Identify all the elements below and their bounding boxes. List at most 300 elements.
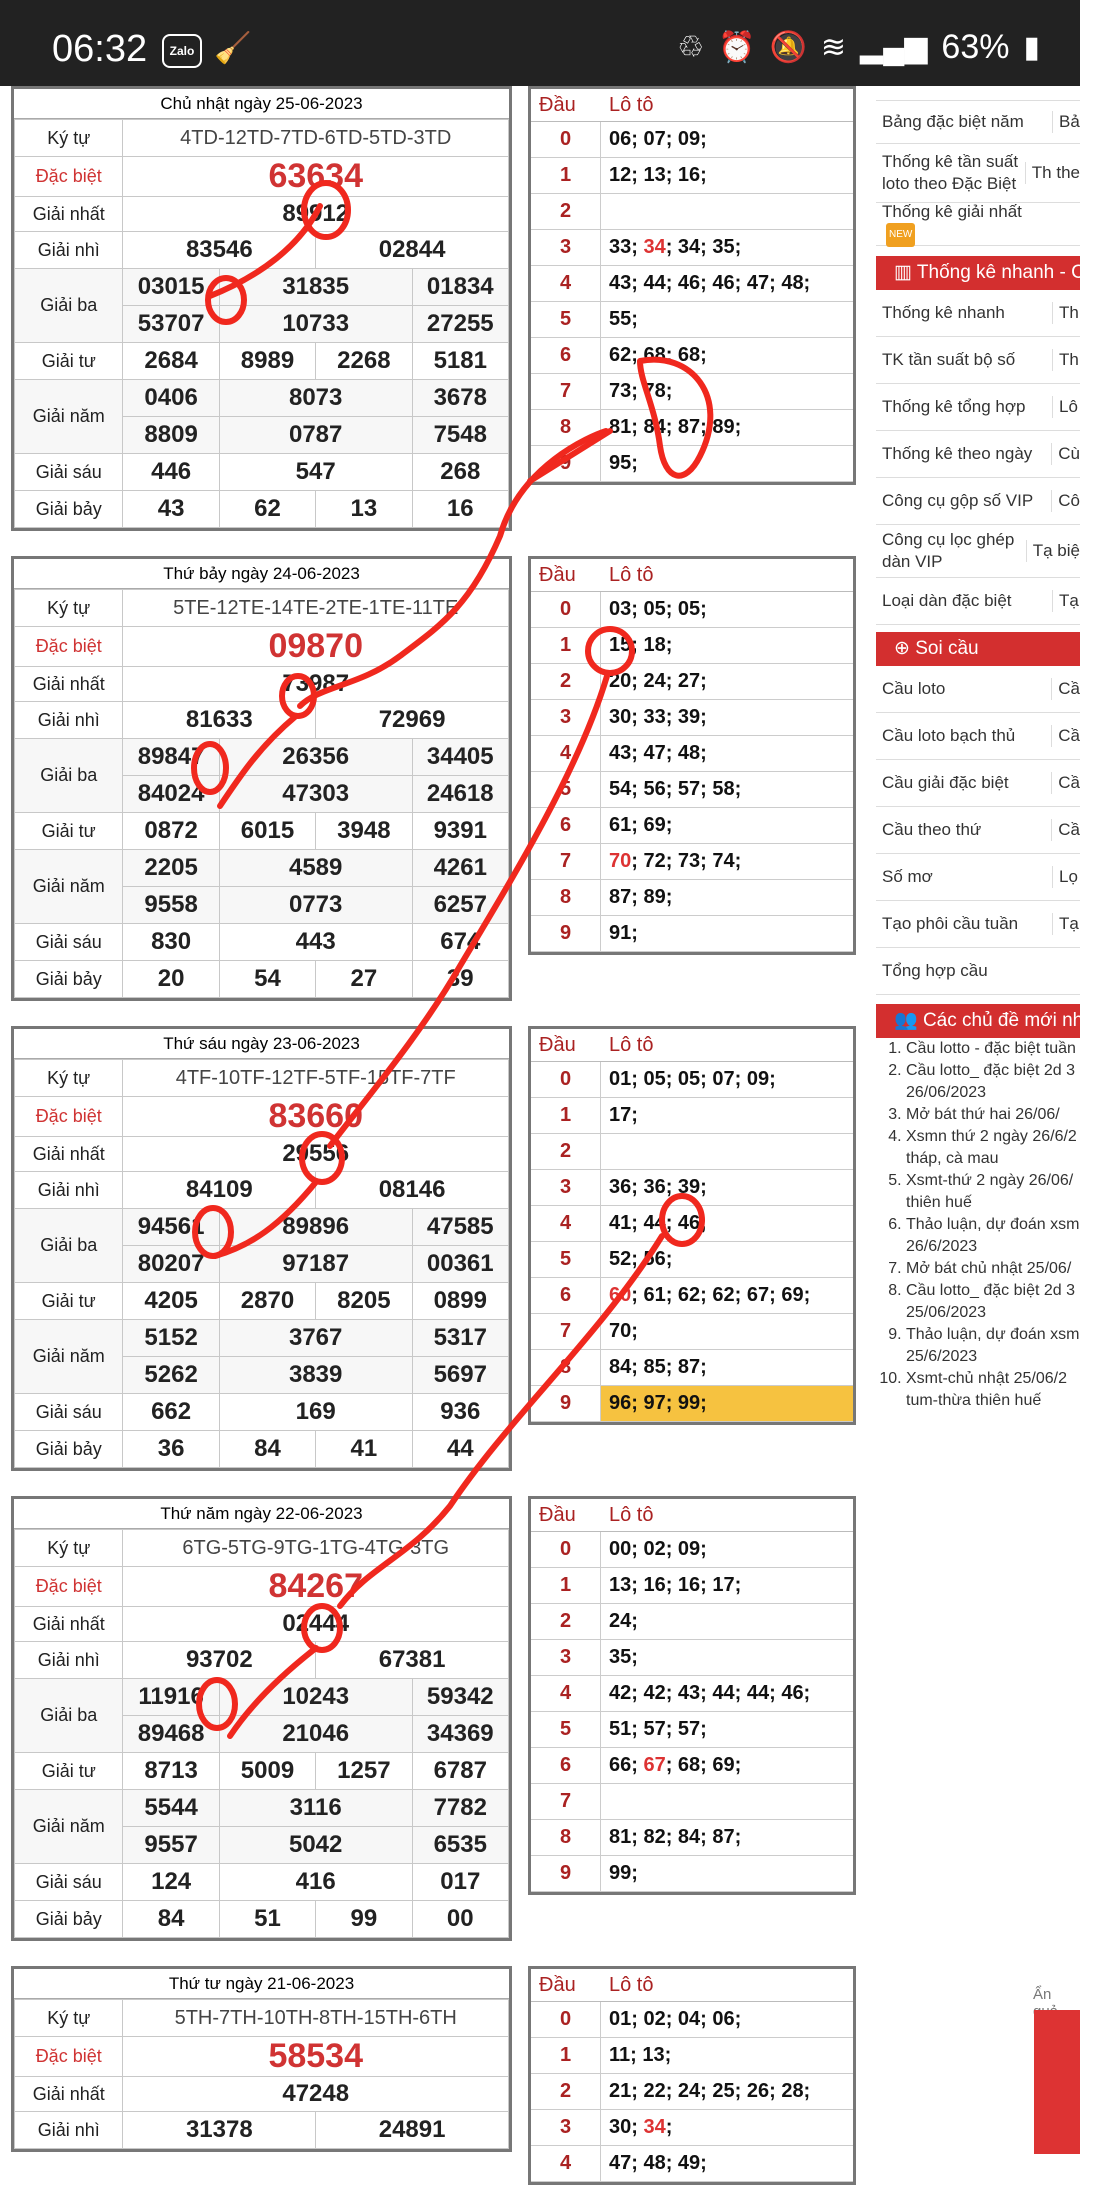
loto-values: 42; 42; 43; 44; 44; 46;: [609, 1682, 811, 1704]
prize-row: [15, 1097, 509, 1137]
loto-row: [531, 158, 853, 194]
third-prize-value: 01834: [412, 269, 508, 306]
seventh-prize-value: 54: [219, 961, 315, 998]
fourth-prize-value: 9391: [412, 813, 508, 850]
loto-row: [531, 194, 853, 230]
loto-row: [531, 880, 853, 916]
loto-row: [531, 302, 853, 338]
soi-cau-section: [876, 632, 1080, 995]
loto-values: 81; 84; 87; 89;: [609, 416, 742, 438]
third-prize-value: 24618: [412, 776, 508, 813]
label-dac-biet: Đặc biệt: [15, 1097, 123, 1137]
sidebar-link-desc: Th: [1052, 349, 1080, 371]
loto-row: [531, 2074, 853, 2110]
sidebar-link-desc: Lô: [1052, 396, 1080, 418]
loto-head-digit: 4: [531, 1676, 601, 1711]
ky-tu-value: 6TG-5TG-9TG-1TG-4TG-3TG: [123, 1530, 509, 1567]
label-giai-sau: Giải sáu: [15, 1864, 123, 1901]
loto-head-digit: 4: [531, 2146, 601, 2181]
label-giai-sau: Giải sáu: [15, 1394, 123, 1431]
search-icon: ⊕: [894, 638, 916, 659]
ky-tu-value: 4TD-12TD-7TD-6TD-5TD-3TD: [123, 120, 509, 157]
ky-tu-value: 5TH-7TH-10TH-8TH-15TH-6TH: [123, 2000, 509, 2037]
loto-head-digit: 4: [531, 1206, 601, 1241]
prize-row: [15, 1172, 509, 1209]
loto-head-digit: 3: [531, 1170, 601, 1205]
prize-row: [15, 1642, 509, 1679]
loto-values: 03; 05; 05;: [609, 598, 707, 620]
sidebar-link-desc: Cô: [1051, 490, 1080, 512]
loto-values: 62; 68; 68;: [609, 344, 707, 366]
sidebar-link-label: Công cụ lọc ghép dàn VIP: [882, 530, 1015, 571]
label-ky-tu: Ký tự: [15, 1060, 123, 1097]
sixth-prize-value: 169: [219, 1394, 412, 1431]
label-giai-nhi: Giải nhì: [15, 1172, 123, 1209]
topic-link[interactable]: 8. Cầu lotto_ đặc biệt 2d 3 25/06/2023: [906, 1280, 1080, 1324]
loto-values: 51; 57; 57;: [609, 1718, 707, 1740]
loto-head-digit: 7: [531, 844, 601, 879]
sidebar-row[interactable]: Bảng đặc biệt năm Bả: [876, 101, 1080, 144]
seventh-prize-value: 41: [316, 1431, 412, 1468]
sixth-prize-value: 662: [123, 1394, 219, 1431]
loto-values: 95;: [609, 452, 638, 474]
loto-row: [531, 1748, 853, 1784]
result-date-title: Thứ sáu ngày 23-06-2023: [14, 1029, 509, 1059]
loto-head-digit: 3: [531, 230, 601, 265]
label-dac-biet: Đặc biệt: [15, 627, 123, 667]
result-date-title: Thứ năm ngày 22-06-2023: [14, 1499, 509, 1529]
loto-head-digit: 9: [531, 1386, 601, 1421]
loto-row: [531, 1314, 853, 1350]
loto-row: [531, 410, 853, 446]
sidebar-link-desc: Tạ: [1052, 590, 1080, 612]
topics-list: [876, 1038, 1080, 1412]
label-giai-tu: Giải tư: [15, 813, 123, 850]
prize-row: [15, 343, 509, 380]
loto-row: [531, 1386, 853, 1422]
sidebar-row[interactable]: Thống kê giải nhấtNEW: [876, 203, 1080, 246]
loto-values: 17;: [609, 1104, 638, 1126]
label-giai-ba: Giải ba: [15, 1679, 123, 1753]
loto-row: [531, 2110, 853, 2146]
fifth-prize-value: 4589: [219, 850, 412, 887]
special-prize-value: 58534: [123, 2037, 509, 2077]
special-prize-value: 83660: [123, 1097, 509, 1137]
third-prize-value: 97187: [219, 1246, 412, 1283]
prize-row: [15, 197, 509, 232]
loto-row: [531, 2038, 853, 2074]
topics-header[interactable]: 👥 Các chủ đề mới nhấ: [876, 1004, 1080, 1038]
prize-row: [15, 1567, 509, 1607]
sidebar-link-row[interactable]: [876, 854, 1080, 901]
loto-head-digit: 5: [531, 1242, 601, 1277]
sixth-prize-value: 674: [412, 924, 508, 961]
topic-link[interactable]: 7. Mở bát chủ nhật 25/06/: [906, 1258, 1080, 1280]
new-badge: NEW: [886, 223, 915, 247]
second-prize-value: 72969: [316, 702, 509, 739]
sidebar: [876, 86, 1095, 2154]
loto-row: [531, 664, 853, 700]
seventh-prize-value: 84: [123, 1901, 219, 1938]
sixth-prize-value: 446: [123, 454, 219, 491]
ky-tu-value: 5TE-12TE-14TE-2TE-1TE-11TE: [123, 590, 509, 627]
label-giai-sau: Giải sáu: [15, 924, 123, 961]
sixth-prize-value: 547: [219, 454, 412, 491]
label-giai-nam: Giải năm: [15, 380, 123, 454]
second-prize-value: 67381: [316, 1642, 509, 1679]
second-prize-value: 83546: [123, 232, 316, 269]
label-giai-tu: Giải tư: [15, 1283, 123, 1320]
topic-link[interactable]: 5. Xsmt-thứ 2 ngày 26/06/ thiên huế: [906, 1170, 1080, 1214]
ad-label[interactable]: Ẩn: [1033, 1986, 1052, 2003]
second-prize-value: 81633: [123, 702, 316, 739]
alarm-icon: ⏰: [718, 31, 756, 64]
signal-icon: ▂▄▆: [860, 31, 928, 64]
loto-row: [531, 1784, 853, 1820]
fourth-prize-value: 0872: [123, 813, 219, 850]
loto-values: 24;: [609, 1610, 638, 1632]
prize-row: [15, 491, 509, 528]
loto-values: 55;: [609, 308, 638, 330]
loto-row: [531, 1278, 853, 1314]
sidebar-link-label: Số mơ: [882, 867, 933, 886]
fifth-prize-value: 3678: [412, 380, 508, 417]
loto-values: 41; 44; 46;: [609, 1212, 707, 1234]
sidebar-link-label: Thống kê tổng hợp: [882, 397, 1026, 416]
topic-link[interactable]: 9. Thảo luận, dự đoán xsm 25/6/2023: [906, 1324, 1080, 1368]
loto-values: 70;: [609, 1320, 638, 1342]
third-prize-value: 59342: [412, 1679, 508, 1716]
loto-row: [531, 592, 853, 628]
prize-row: [15, 1209, 509, 1246]
label-giai-tu: Giải tư: [15, 1753, 123, 1790]
loto-head-digit: 7: [531, 1784, 601, 1819]
sidebar-link-row[interactable]: [876, 666, 1080, 713]
ad-banner[interactable]: [1034, 2010, 1080, 2154]
result-table: [11, 86, 512, 531]
first-prize-value: 29556: [123, 1137, 509, 1172]
seventh-prize-value: 20: [123, 961, 219, 998]
sidebar-link-label: Loại dàn đặc biệt: [882, 591, 1012, 610]
label-giai-nhat: Giải nhất: [15, 1137, 123, 1172]
label-giai-nam: Giải năm: [15, 1790, 123, 1864]
loto-row: [531, 266, 853, 302]
sidebar-link-row[interactable]: [876, 901, 1080, 948]
loto-header-loto: Lô tô: [609, 94, 654, 116]
loto-values: 01; 02; 04; 06;: [609, 2008, 742, 2030]
loto-head-digit: 8: [531, 410, 601, 445]
prize-row: [15, 120, 509, 157]
quick-stats-section: [876, 256, 1095, 625]
battery-percent: 63%: [941, 28, 1010, 66]
loto-values: 84; 85; 87;: [609, 1356, 707, 1378]
seventh-prize-value: 13: [316, 491, 412, 528]
topic-link[interactable]: 2. Cầu lotto_ đặc biệt 2d 3 26/06/2023: [906, 1060, 1080, 1104]
first-prize-value: 02444: [123, 1607, 509, 1642]
sidebar-link-row[interactable]: [876, 948, 1080, 995]
prize-row: [15, 1137, 509, 1172]
sixth-prize-value: 936: [412, 1394, 508, 1431]
loto-row: [531, 2146, 853, 2182]
loto-values: 96; 97; 99;: [601, 1386, 853, 1421]
loto-row: [531, 338, 853, 374]
loto-values: 00; 02; 09;: [609, 1538, 707, 1560]
loto-values: 54; 56; 57; 58;: [609, 778, 742, 800]
sidebar-link-row[interactable]: [876, 478, 1080, 525]
label-giai-nam: Giải năm: [15, 1320, 123, 1394]
loto-row: [531, 2002, 853, 2038]
label-giai-sau: Giải sáu: [15, 454, 123, 491]
fourth-prize-value: 6787: [412, 1753, 508, 1790]
result-date-title: Thứ tư ngày 21-06-2023: [14, 1969, 509, 1999]
quick-stats-header[interactable]: ▥ Thống kê nhanh - Cô: [876, 256, 1080, 290]
label-ky-tu: Ký tự: [15, 1530, 123, 1567]
loto-head-digit: 3: [531, 1640, 601, 1675]
fourth-prize-value: 5181: [412, 343, 508, 380]
label-giai-ba: Giải ba: [15, 269, 123, 343]
third-prize-value: 03015: [123, 269, 219, 306]
third-prize-value: 89847: [123, 739, 219, 776]
sidebar-link-row[interactable]: [876, 290, 1080, 337]
fifth-prize-value: 8809: [123, 417, 219, 454]
third-prize-value: 47303: [219, 776, 412, 813]
fifth-prize-value: 5042: [219, 1827, 412, 1864]
seventh-prize-value: 84: [219, 1431, 315, 1468]
seventh-prize-value: 36: [123, 1431, 219, 1468]
result-table: [11, 1496, 512, 1941]
loto-values: 13; 16; 16; 17;: [609, 1574, 742, 1596]
sidebar-link-desc: Tạ biệ: [1026, 540, 1080, 562]
loto-values: 36; 36; 39;: [609, 1176, 707, 1198]
loto-row: [531, 916, 853, 952]
zalo-icon: Zalo: [162, 34, 202, 68]
sidebar-link-label: Cầu loto bạch thủ: [882, 726, 1016, 745]
prize-row: [15, 232, 509, 269]
loto-head-digit: 4: [531, 736, 601, 771]
loto-head-digit: 8: [531, 1350, 601, 1385]
loto-head-digit: 6: [531, 1278, 601, 1313]
fourth-prize-value: 2870: [219, 1283, 315, 1320]
prize-row: [15, 1679, 509, 1716]
loto-row: [531, 736, 853, 772]
label-ky-tu: Ký tự: [15, 2000, 123, 2037]
fifth-prize-value: 5317: [412, 1320, 508, 1357]
topic-link[interactable]: 10. Xsmt-chủ nhật 25/06/2 tum-thừa thiên huế: [906, 1368, 1080, 1412]
prize-row: [15, 1283, 509, 1320]
loto-head-digit: 5: [531, 302, 601, 337]
loto-values: 30; 34;: [609, 2116, 673, 2138]
prize-row: [15, 850, 509, 887]
seventh-prize-value: 00: [412, 1901, 508, 1938]
third-prize-value: 53707: [123, 306, 219, 343]
seventh-prize-value: 16: [412, 491, 508, 528]
prize-row: [15, 1864, 509, 1901]
loto-values: 06; 07; 09;: [609, 128, 707, 150]
sidebar-link-row[interactable]: [876, 578, 1080, 625]
loto-values: 99;: [609, 1862, 638, 1884]
battery-saver-icon: ♲: [677, 31, 705, 64]
sidebar-link-desc: Th: [1052, 302, 1080, 324]
label-giai-nhat: Giải nhất: [15, 2077, 123, 2112]
loto-head-digit: 2: [531, 1604, 601, 1639]
loto-row: [531, 844, 853, 880]
loto-row: [531, 1170, 853, 1206]
loto-header-dau: Đầu: [539, 1034, 576, 1056]
prize-row: [15, 1394, 509, 1431]
topic-link[interactable]: 6. Thảo luận, dự đoán xsm 26/6/2023: [906, 1214, 1080, 1258]
sidebar-link-label: Tạo phôi cầu tuần: [882, 914, 1019, 933]
prize-row: [15, 454, 509, 491]
loto-head-digit: 6: [531, 1748, 601, 1783]
label-giai-bay: Giải bảy: [15, 491, 123, 528]
sidebar-top-table: [876, 86, 1080, 246]
loto-row: [531, 700, 853, 736]
loto-values: 73; 78;: [609, 380, 673, 402]
loto-head-digit: 6: [531, 338, 601, 373]
sidebar-link-row[interactable]: [876, 807, 1080, 854]
sidebar-link-row[interactable]: [876, 431, 1080, 478]
sidebar-link-row[interactable]: [876, 384, 1080, 431]
fifth-prize-value: 0773: [219, 887, 412, 924]
loto-row: [531, 1856, 853, 1892]
label-ky-tu: Ký tự: [15, 590, 123, 627]
fifth-prize-value: 5262: [123, 1357, 219, 1394]
third-prize-value: 89468: [123, 1716, 219, 1753]
soi-cau-header[interactable]: ⊕ Soi cầu: [876, 632, 1080, 666]
label-giai-nhat: Giải nhất: [15, 667, 123, 702]
loto-head-digit: 2: [531, 194, 601, 229]
sidebar-link-label: Thống kê nhanh: [882, 303, 1005, 322]
topic-link[interactable]: 4. Xsmn thứ 2 ngày 26/6/2 tháp, cà mau: [906, 1126, 1080, 1170]
seventh-prize-value: 62: [219, 491, 315, 528]
loto-values: 15; 18;: [609, 634, 673, 656]
topic-link[interactable]: 3. Mở bát thứ hai 26/06/: [906, 1104, 1080, 1126]
loto-values: 66; 67; 68; 69;: [609, 1754, 742, 1776]
fourth-prize-value: 0899: [412, 1283, 508, 1320]
loto-head-digit: 8: [531, 880, 601, 915]
sidebar-link-desc: Lọ: [1052, 866, 1080, 888]
loto-row: [531, 1640, 853, 1676]
loto-header-loto: Lô tô: [609, 564, 654, 586]
sidebar-link-label: Tổng hợp cầu: [882, 961, 988, 980]
loto-row: [531, 446, 853, 482]
sidebar-row[interactable]: Thống kê tần suất loto theo Đặc Biệt Th the: [876, 144, 1080, 203]
label-dac-biet: Đặc biệt: [15, 2037, 123, 2077]
first-prize-value: 89912: [123, 197, 509, 232]
sidebar-link-row[interactable]: [876, 760, 1080, 807]
loto-values: 91;: [609, 922, 638, 944]
result-date-title: Chủ nhật ngày 25-06-2023: [14, 89, 509, 119]
highlighted-loto-number: 34: [643, 236, 666, 258]
sidebar-link-desc: Cầ: [1051, 819, 1080, 841]
fifth-prize-value: 9557: [123, 1827, 219, 1864]
prize-row: [15, 1530, 509, 1567]
fifth-prize-value: 5152: [123, 1320, 219, 1357]
prize-row: [15, 924, 509, 961]
prize-row: [15, 1901, 509, 1938]
loto-values: 70; 72; 73; 74;: [609, 850, 742, 872]
third-prize-value: 27255: [412, 306, 508, 343]
loto-values: 43; 47; 48;: [609, 742, 707, 764]
label-dac-biet: Đặc biệt: [15, 157, 123, 197]
special-prize-value: 63634: [123, 157, 509, 197]
prize-row: [15, 1431, 509, 1468]
loto-head-digit: 0: [531, 2002, 601, 2037]
loto-row: [531, 1206, 853, 1242]
loto-row: [531, 1820, 853, 1856]
fifth-prize-value: 3767: [219, 1320, 412, 1357]
fourth-prize-value: 4205: [123, 1283, 219, 1320]
label-giai-nhat: Giải nhất: [15, 1607, 123, 1642]
fourth-prize-value: 8989: [219, 343, 315, 380]
third-prize-value: 31835: [219, 269, 412, 306]
highlighted-loto-number: 34: [643, 2116, 666, 2138]
third-prize-value: 10243: [219, 1679, 412, 1716]
loto-values: 61; 69;: [609, 814, 673, 836]
label-giai-nhi: Giải nhì: [15, 1642, 123, 1679]
loto-header-dau: Đầu: [539, 1504, 576, 1526]
sidebar-link-label: Cầu giải đặc biệt: [882, 773, 1009, 792]
sidebar-link-row[interactable]: [876, 337, 1080, 384]
battery-icon: ▮: [1023, 31, 1040, 64]
third-prize-value: 00361: [412, 1246, 508, 1283]
label-giai-nhat: Giải nhất: [15, 197, 123, 232]
fifth-prize-value: 0787: [219, 417, 412, 454]
special-prize-value: 09870: [123, 627, 509, 667]
topic-link[interactable]: 1. Cầu lotto - đặc biệt tuần: [906, 1038, 1080, 1060]
loto-values: 43; 44; 46; 46; 47; 48;: [609, 272, 811, 294]
result-date-title: Thứ bảy ngày 24-06-2023: [14, 559, 509, 589]
sixth-prize-value: 830: [123, 924, 219, 961]
sixth-prize-value: 124: [123, 1864, 219, 1901]
sidebar-link-row[interactable]: [876, 525, 1080, 578]
loto-header-loto: Lô tô: [609, 1504, 654, 1526]
label-giai-tu: Giải tư: [15, 343, 123, 380]
label-giai-ba: Giải ba: [15, 1209, 123, 1283]
loto-row: [531, 1062, 853, 1098]
sidebar-link-row[interactable]: [876, 713, 1080, 760]
prize-row: [15, 739, 509, 776]
loto-head-digit: 3: [531, 2110, 601, 2145]
loto-values: 52; 56;: [609, 1248, 673, 1270]
loto-head-digit: 8: [531, 1820, 601, 1855]
fourth-prize-value: 8713: [123, 1753, 219, 1790]
sidebar-link-desc: Cầ: [1051, 772, 1080, 794]
sixth-prize-value: 268: [412, 454, 508, 491]
loto-values: 35;: [609, 1646, 638, 1668]
loto-table: [528, 556, 856, 955]
second-prize-value: 93702: [123, 1642, 316, 1679]
loto-row: [531, 1350, 853, 1386]
fourth-prize-value: 2268: [316, 343, 412, 380]
sidebar-link-label: Thống kê theo ngày: [882, 444, 1033, 463]
loto-head-digit: 0: [531, 1062, 601, 1097]
second-prize-value: 31378: [123, 2112, 316, 2149]
loto-head-digit: 2: [531, 664, 601, 699]
second-prize-value: 24891: [316, 2112, 509, 2149]
sidebar-link-desc: Cầ: [1051, 725, 1080, 747]
second-prize-value: 84109: [123, 1172, 316, 1209]
loto-values: 33; 34; 34; 35;: [609, 236, 742, 258]
loto-head-digit: 1: [531, 158, 601, 193]
loto-head-digit: 1: [531, 628, 601, 663]
loto-table: [528, 1966, 856, 2185]
sixth-prize-value: 416: [219, 1864, 412, 1901]
loto-head-digit: 1: [531, 1098, 601, 1133]
ky-tu-value: 4TF-10TF-12TF-5TF-15TF-7TF: [123, 1060, 509, 1097]
fifth-prize-value: 5544: [123, 1790, 219, 1827]
fifth-prize-value: 4261: [412, 850, 508, 887]
